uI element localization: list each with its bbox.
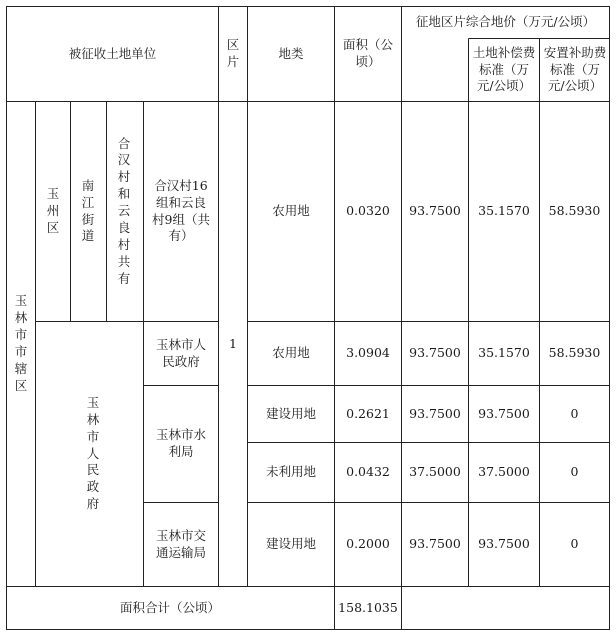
yuzhou-district-label: 玉州区 [46, 186, 60, 235]
row1-price: 93.7500 [409, 203, 461, 219]
row4-type: 未利用地 [265, 464, 316, 480]
header-price-group: 征地区片综合地价（万元/公顷） [415, 13, 596, 29]
row3-type: 建设用地 [265, 405, 316, 421]
header-area: 面积（公顷） [342, 37, 393, 69]
total-label: 面积合计（公顷） [119, 599, 220, 615]
header-unit: 被征收土地单位 [68, 45, 157, 61]
row4-resettle: 0 [570, 464, 579, 480]
row2-unit: 玉林市人民政府 [155, 336, 206, 369]
row2-type: 农用地 [272, 345, 310, 361]
row1-unit: 合汉村16组和云良村9组（共有） [152, 177, 210, 244]
row3-unit: 玉林市水利局 [155, 427, 206, 459]
row2-resettle: 58.5930 [548, 345, 601, 361]
city-district-label: 玉林市市辖区 [14, 293, 28, 393]
row1-land-comp: 35.1570 [478, 203, 530, 219]
header-land-type: 地类 [278, 45, 304, 61]
row4-area: 0.0432 [346, 464, 390, 480]
row3-resettle: 0 [570, 405, 579, 421]
district-value: 1 [229, 335, 237, 351]
total-value: 158.1035 [338, 599, 398, 615]
header-district: 区片 [226, 37, 240, 69]
row1-type: 农用地 [272, 203, 310, 219]
gov-group-label: 玉林市人民政府 [86, 394, 100, 512]
header-land-comp: 土地补偿费标准（万元/公顷） [472, 44, 536, 94]
row3-land-comp: 93.7500 [478, 405, 530, 421]
row4-price: 37.5000 [409, 464, 461, 480]
row3-price: 93.7500 [409, 405, 461, 421]
row5-unit: 玉林市交通运输局 [155, 527, 206, 560]
row2-land-comp: 35.1570 [478, 345, 530, 361]
row5-land-comp: 93.7500 [478, 536, 530, 552]
row5-type: 建设用地 [265, 536, 316, 552]
row4-land-comp: 37.5000 [478, 464, 530, 480]
nanjiang-street-label: 南江街道 [81, 177, 95, 244]
row5-price: 93.7500 [409, 536, 461, 552]
row3-area: 0.2621 [346, 405, 390, 421]
row1-resettle: 58.5930 [548, 203, 601, 219]
row1-area: 0.0320 [346, 203, 390, 219]
row2-area: 3.0904 [346, 345, 390, 361]
row5-area: 0.2000 [346, 536, 390, 552]
village-joint-label: 合汉村和云良村共有 [117, 135, 131, 286]
row2-price: 93.7500 [409, 345, 461, 361]
header-resettle: 安置补助费标准（万元/公顷） [543, 44, 607, 94]
row5-resettle: 0 [570, 536, 579, 552]
